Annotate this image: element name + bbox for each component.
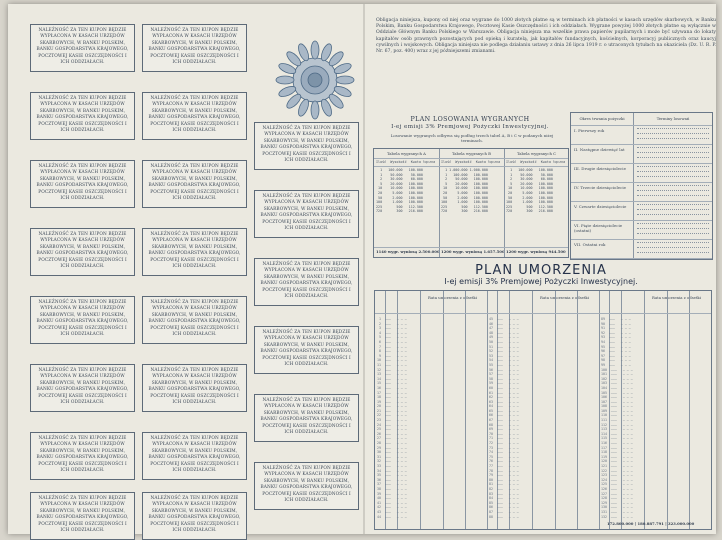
coupon: [254, 394, 359, 442]
coupon: [254, 190, 359, 238]
wygrane-table-total: 1200 wygr. wyniosą 944.500: [506, 249, 566, 254]
terminy-row-label: IV. Trzecie dziesięciolecie: [574, 185, 626, 190]
umorzenie-rows: 89 ——— — — — 90 ——— — — — 91 ——— — — — 92 ——— — — — 93 ——— — — — 94 ——— — — — 95 ——— — — — 96 ——— — — — 97 ——— — — — 98 ——— — — — 99 ——— — — — 100 ——— — — — 101 ——— — — — 102 ——— — — — 103 ——— — — — 104 ——— — — — 105 ——— — — — 106 ——— — — — 107 ——— — — — 108 ——— — — — 109 ——— — — — 110 ——— — — — 111 ——— — — — 112 ——— — — — 113 ——— — — — 114 ——— — — — 115 ——— — — — 116 ——— — — — 117 ——— — — — 118 ——— — — — 119 ——— — — — 120 ——— — — — 121 ——— — — — 122 ——— — — — 123 ——— — — — 124 ——— — — — 125 ——— — — — 126 ——— — — — 127 ——— — — — 128 ——— — — — 129 ——— — — — 130 ——— — — — 131 ——— — — — 132 ——— — — —: [601, 317, 633, 519]
coupon-text: NALEŻNOŚĆ ZA TEN KUPON BĘDZIE WYPŁACONA W KASACH URZĘDÓW SKARBOWYCH, W BANKU POLSKIM, BANKU GOSPODARSTWA KRAJOWEGO, POCZTOWEJ KASIE OSZCZĘDNOŚCI I ICH ODDZIAŁACH.: [260, 262, 353, 300]
coupon: [30, 92, 135, 140]
terminy-header-left: Okres trwania pożyczki: [579, 116, 625, 121]
wygrane-table-title: Tabela wygranych A: [387, 151, 426, 156]
coupon: [30, 228, 135, 276]
coupon: [142, 296, 247, 344]
wygrane-table-header: Ilość Wysokość Kwota łączna: [376, 160, 436, 164]
coupon: [142, 432, 247, 480]
coupon-text: NALEŻNOŚĆ ZA TEN KUPON BĘDZIE WYPŁACONA W KASACH URZĘDÓW SKARBOWYCH, W BANKU POLSKIM, BANKU GOSPODARSTWA KRAJOWEGO, POCZTOWEJ KASIE OSZCZĘDNOŚCI I ICH ODDZIAŁACH.: [36, 164, 129, 202]
umorzenie-rows: 45 ——— — — — 46 ——— — — — 47 ——— — — — 48 ——— — — — 49 ——— — — — 50 ——— — — — 51 ——— — — — 52 ——— — — — 53 ——— — — — 54 ——— — — — 55 ——— — — — 56 ——— — — — 57 ——— — — — 58 ——— — — — 59 ——— — — — 60 ——— — — — 61 ——— — — — 62 ——— — — — 63 ——— — — — 64 ——— — — — 65 ——— — — — 66 ——— — — — 67 ——— — — — 68 ——— — — — 69 ——— — — — 70 ——— — — — 71 ——— — — — 72 ——— — — — 73 ——— — — — 74 ——— — — — 75 ——— — — — 76 ——— — — — 77 ——— — — — 78 ——— — — — 79 ——— — — — 80 ——— — — — 81 ——— — — — 82 ——— — — — 83 ——— — — — 84 ——— — — — 85 ——— — — — 86 ——— — — — 87 ——— — — — 88 ——— — — —: [489, 317, 519, 519]
coupon-text: NALEŻNOŚĆ ZA TEN KUPON BĘDZIE WYPŁACONA W KASACH URZĘDÓW SKARBOWYCH, W BANKU POLSKIM, BANKU GOSPODARSTWA KRAJOWEGO, POCZTOWEJ KASIE OSZCZĘDNOŚCI I ICH ODDZIAŁACH.: [36, 96, 129, 134]
wygrane-table-total: 1140 wygr. wyniosą 2.500.000: [376, 249, 440, 254]
wygrane-table-title: Tabela wygranych B: [452, 151, 491, 156]
coupon-text: NALEŻNOŚĆ ZA TEN KUPON BĘDZIE WYPŁACONA W KASACH URZĘDÓW SKARBOWYCH, W BANKU POLSKIM, BANKU GOSPODARSTWA KRAJOWEGO, POCZTOWEJ KASIE OSZCZĘDNOŚCI I ICH ODDZIAŁACH.: [260, 398, 353, 436]
coupon-text: NALEŻNOŚĆ ZA TEN KUPON BĘDZIE WYPŁACONA W KASACH URZĘDÓW SKARBOWYCH, W BANKU POLSKIM, BANKU GOSPODARSTWA KRAJOWEGO, POCZTOWEJ KASIE OSZCZĘDNOŚCI I ICH ODDZIAŁACH.: [148, 496, 241, 534]
wygrane-tables: [373, 148, 569, 258]
plan-losowania-title: PLAN LOSOWANIA WYGRANYCH: [410, 116, 530, 123]
coupon: [142, 92, 247, 140]
coupon-text: NALEŻNOŚĆ ZA TEN KUPON BĘDZIE WYPŁACONA W KASACH URZĘDÓW SKARBOWYCH, W BANKU POLSKIM, BANKU GOSPODARSTWA KRAJOWEGO, POCZTOWEJ KASIE OSZCZĘDNOŚCI I ICH ODDZIAŁACH.: [36, 300, 129, 338]
coupon: [254, 258, 359, 306]
coupon: [142, 364, 247, 412]
wygrane-table-title: Tabela wygranych C: [516, 151, 557, 156]
coupon: [30, 24, 135, 72]
terminy-row-label: VII. Ostatni rok: [574, 242, 606, 247]
coupon-text: NALEŻNOŚĆ ZA TEN KUPON BĘDZIE WYPŁACONA W KASACH URZĘDÓW SKARBOWYCH, W BANKU POLSKIM, BANKU GOSPODARSTWA KRAJOWEGO, POCZTOWEJ KASIE OSZCZĘDNOŚCI I ICH ODDZIAŁACH.: [148, 232, 241, 270]
wygrane-table-body: 1 1.000.000 1.000.000 1 100.000 100.000 2 50.000 100.000 5 20.000 100.000 10 10.000 100.000 20 5.000 100.000 50 2.000 100.000 100 1.000 100.000 225 500 112.500 720 300 216.000: [441, 168, 488, 214]
terminy-row-label: VI. Piąte dziesięciolecie (ostatni): [574, 223, 623, 233]
coupon: [142, 228, 247, 276]
wygrane-table-header: Ilość Wysokość Kwota łączna: [506, 160, 566, 164]
wygrane-table-header: Ilość Wysokość Kwota łączna: [441, 160, 501, 164]
coupon-text: NALEŻNOŚĆ ZA TEN KUPON BĘDZIE WYPŁACONA W KASACH URZĘDÓW SKARBOWYCH, W BANKU POLSKIM, BANKU GOSPODARSTWA KRAJOWEGO, POCZTOWEJ KASIE OSZCZĘDNOŚCI I ICH ODDZIAŁACH.: [36, 232, 129, 270]
coupon-text: NALEŻNOŚĆ ZA TEN KUPON BĘDZIE WYPŁACONA W KASACH URZĘDÓW SKARBOWYCH, W BANKU POLSKIM, BANKU GOSPODARSTWA KRAJOWEGO, POCZTOWEJ KASIE OSZCZĘDNOŚCI I ICH ODDZIAŁACH.: [36, 368, 129, 406]
wygrane-table-body: 1 100.000 100.000 1 50.000 50.000 2 30.000 60.000 5 20.000 100.000 10 10.000 100.000 20 5.000 100.000 50 2.000 100.000 100 1.000 100.000 225 500 112.500 720 300 216.000: [506, 168, 553, 214]
coupon-text: NALEŻNOŚĆ ZA TEN KUPON BĘDZIE WYPŁACONA W KASACH URZĘDÓW SKARBOWYCH, W BANKU POLSKIM, BANKU GOSPODARSTWA KRAJOWEGO, POCZTOWEJ KASIE OSZCZĘDNOŚCI I ICH ODDZIAŁACH.: [36, 496, 129, 534]
terminy-row-label: V. Czwarte dziesięciolecie: [574, 204, 627, 209]
umorzenie-header: Rata umorzenia z odsetki: [540, 295, 589, 300]
terminy-losowan-panel: [570, 112, 713, 260]
coupon: [30, 296, 135, 344]
coupon: [30, 364, 135, 412]
umorzenie-total: 172.800.000 | 180.887.791 | 323.000.000: [607, 521, 695, 526]
coupon-text: NALEŻNOŚĆ ZA TEN KUPON BĘDZIE WYPŁACONA W KASACH URZĘDÓW SKARBOWYCH, W BANKU POLSKIM, BANKU GOSPODARSTWA KRAJOWEGO, POCZTOWEJ KASIE OSZCZĘDNOŚCI I ICH ODDZIAŁACH.: [260, 126, 353, 164]
coupon-text: NALEŻNOŚĆ ZA TEN KUPON BĘDZIE WYPŁACONA W KASACH URZĘDÓW SKARBOWYCH, W BANKU POLSKIM, BANKU GOSPODARSTWA KRAJOWEGO, POCZTOWEJ KASIE OSZCZĘDNOŚCI I ICH ODDZIAŁACH.: [148, 28, 241, 66]
umorzenie-rows: 1 ——— — — — 2 ——— — — — 3 ——— — — — 4 ——— — — — 5 ——— — — — 6 ——— — — — 7 ——— — — — 8 ——— — — — 9 ——— — — — 10 ——— — — — 11 ——— — — — 12 ——— — — — 13 ——— — — — 14 ——— — — — 15 ——— — — — 16 ——— — — — 17 ——— — — — 18 ——— — — — 19 ——— — — — 20 ——— — — — 21 ——— — — — 22 ——— — — — 23 ——— — — — 24 ——— — — — 25 ——— — — — 26 ——— — — — 27 ——— — — — 28 ——— — — — 29 ——— — — — 30 ——— — — — 31 ——— — — — 32 ——— — — — 33 ——— — — — 34 ——— — — — 35 ——— — — — 36 ——— — — — 37 ——— — — — 38 ——— — — — 39 ——— — — — 40 ——— — — — 41 ——— — — — 42 ——— — — — 43 ——— — — — 44 ——— — — —: [377, 317, 407, 519]
coupon: [254, 462, 359, 510]
coupon: [30, 160, 135, 208]
rosette-ornament: [270, 30, 360, 140]
wygrane-table-body: 1 100.000 100.000 1 50.000 50.000 2 30.000 60.000 5 20.000 100.000 10 10.000 100.000 20 5.000 100.000 50 2.000 100.000 100 1.000 100.000 225 500 112.500 720 300 216.000: [376, 168, 423, 214]
coupon-text: NALEŻNOŚĆ ZA TEN KUPON BĘDZIE WYPŁACONA W KASACH URZĘDÓW SKARBOWYCH, W BANKU POLSKIM, BANKU GOSPODARSTWA KRAJOWEGO, POCZTOWEJ KASIE OSZCZĘDNOŚCI I ICH ODDZIAŁACH.: [260, 194, 353, 232]
umorzenie-header: Rata umorzenia z odsetki: [428, 295, 477, 300]
plan-umorzenia-table: [374, 290, 712, 530]
coupon-text: NALEŻNOŚĆ ZA TEN KUPON BĘDZIE WYPŁACONA W KASACH URZĘDÓW SKARBOWYCH, W BANKU POLSKIM, BANKU GOSPODARSTWA KRAJOWEGO, POCZTOWEJ KASIE OSZCZĘDNOŚCI I ICH ODDZIAŁACH.: [148, 164, 241, 202]
coupon: [142, 492, 247, 540]
terminy-row-label: I. Pierwszy rok: [574, 128, 605, 133]
plan-umorzenia-title: PLAN UMORZENIA: [475, 263, 607, 278]
plan-losowania-subtitle: I-ej emisji 3% Premjowej Pożyczki Inwestycyjnej.: [391, 124, 549, 130]
umorzenie-header: Rata umorzenia z odsetki: [652, 295, 701, 300]
terminy-row-label: II. Następne dziewięć lat: [574, 147, 625, 152]
coupon: [30, 492, 135, 540]
plan-umorzenia-subtitle: I-ej emisji 3% Premjowej Pożyczki Inwestycyjnej.: [444, 277, 638, 286]
coupon: [254, 326, 359, 374]
coupon-text: NALEŻNOŚĆ ZA TEN KUPON BĘDZIE WYPŁACONA W KASACH URZĘDÓW SKARBOWYCH, W BANKU POLSKIM, BANKU GOSPODARSTWA KRAJOWEGO, POCZTOWEJ KASIE OSZCZĘDNOŚCI I ICH ODDZIAŁACH.: [148, 436, 241, 474]
coupon-text: NALEŻNOŚĆ ZA TEN KUPON BĘDZIE WYPŁACONA W KASACH URZĘDÓW SKARBOWYCH, W BANKU POLSKIM, BANKU GOSPODARSTWA KRAJOWEGO, POCZTOWEJ KASIE OSZCZĘDNOŚCI I ICH ODDZIAŁACH.: [36, 28, 129, 66]
coupon: [30, 432, 135, 480]
bond-sheet: [8, 4, 716, 534]
coupon-text: NALEŻNOŚĆ ZA TEN KUPON BĘDZIE WYPŁACONA W KASACH URZĘDÓW SKARBOWYCH, W BANKU POLSKIM, BANKU GOSPODARSTWA KRAJOWEGO, POCZTOWEJ KASIE OSZCZĘDNOŚCI I ICH ODDZIAŁACH.: [260, 330, 353, 368]
coupon: [142, 160, 247, 208]
coupon-text: NALEŻNOŚĆ ZA TEN KUPON BĘDZIE WYPŁACONA W KASACH URZĘDÓW SKARBOWYCH, W BANKU POLSKIM, BANKU GOSPODARSTWA KRAJOWEGO, POCZTOWEJ KASIE OSZCZĘDNOŚCI I ICH ODDZIAŁACH.: [148, 300, 241, 338]
wygrane-table-total: 1200 wygr. wyniosą 1.657.500: [441, 249, 505, 254]
fold-line: [363, 4, 365, 534]
terminy-row-label: III. Drugie dziesięciolecie: [574, 166, 626, 171]
bond-conditions-text: Obligacja niniejsza, kupony od niej oraz wygrane do 1000 złotych płatne są w terminach ich płatności w kasach urzędów skarbowych, w Banku Polskim, Banku Gospodarstwa Krajowego, Pocztowej Kasie Oszczędności i ich oddziałach. Wygrane powyżej 1000 złotych płatne są wyłącznie w Oddziale Głównym Banku Polskiego w Warszawie. Obligacja niniejsza ma wszelkie prawa papierów pupilarnych i może być używana do lokaty kapitałów osób prawnych pozostających pod opieką i kuratelą, jak kapitałów fundacyjnych, kościelnych, korporacyj publicznych oraz kaucyj cywilnych i wojskowych. Obligacja niniejsza nie podlega działaniu ustawy z dnia 26 lipca 1919 r. o utraconych tytułach na okaziciela (Dz. U. R. P. Nr. 67, poz. 400) wraz z jej późniejszemi zmianami.: [376, 18, 716, 55]
coupon-text: NALEŻNOŚĆ ZA TEN KUPON BĘDZIE WYPŁACONA W KASACH URZĘDÓW SKARBOWYCH, W BANKU POLSKIM, BANKU GOSPODARSTWA KRAJOWEGO, POCZTOWEJ KASIE OSZCZĘDNOŚCI I ICH ODDZIAŁACH.: [36, 436, 129, 474]
coupon-text: NALEŻNOŚĆ ZA TEN KUPON BĘDZIE WYPŁACONA W KASACH URZĘDÓW SKARBOWYCH, W BANKU POLSKIM, BANKU GOSPODARSTWA KRAJOWEGO, POCZTOWEJ KASIE OSZCZĘDNOŚCI I ICH ODDZIAŁACH.: [148, 368, 241, 406]
coupon-text: NALEŻNOŚĆ ZA TEN KUPON BĘDZIE WYPŁACONA W KASACH URZĘDÓW SKARBOWYCH, W BANKU POLSKIM, BANKU GOSPODARSTWA KRAJOWEGO, POCZTOWEJ KASIE OSZCZĘDNOŚCI I ICH ODDZIAŁACH.: [260, 466, 353, 504]
coupon: [142, 24, 247, 72]
terminy-header-right: Terminy losowań: [656, 116, 690, 121]
plan-losowania-note: Losowanie wygranych odbywa się podług trzech tabel A, B i C w podanych niżej terminach.: [390, 133, 554, 143]
coupon-text: NALEŻNOŚĆ ZA TEN KUPON BĘDZIE WYPŁACONA W KASACH URZĘDÓW SKARBOWYCH, W BANKU POLSKIM, BANKU GOSPODARSTWA KRAJOWEGO, POCZTOWEJ KASIE OSZCZĘDNOŚCI I ICH ODDZIAŁACH.: [148, 96, 241, 134]
